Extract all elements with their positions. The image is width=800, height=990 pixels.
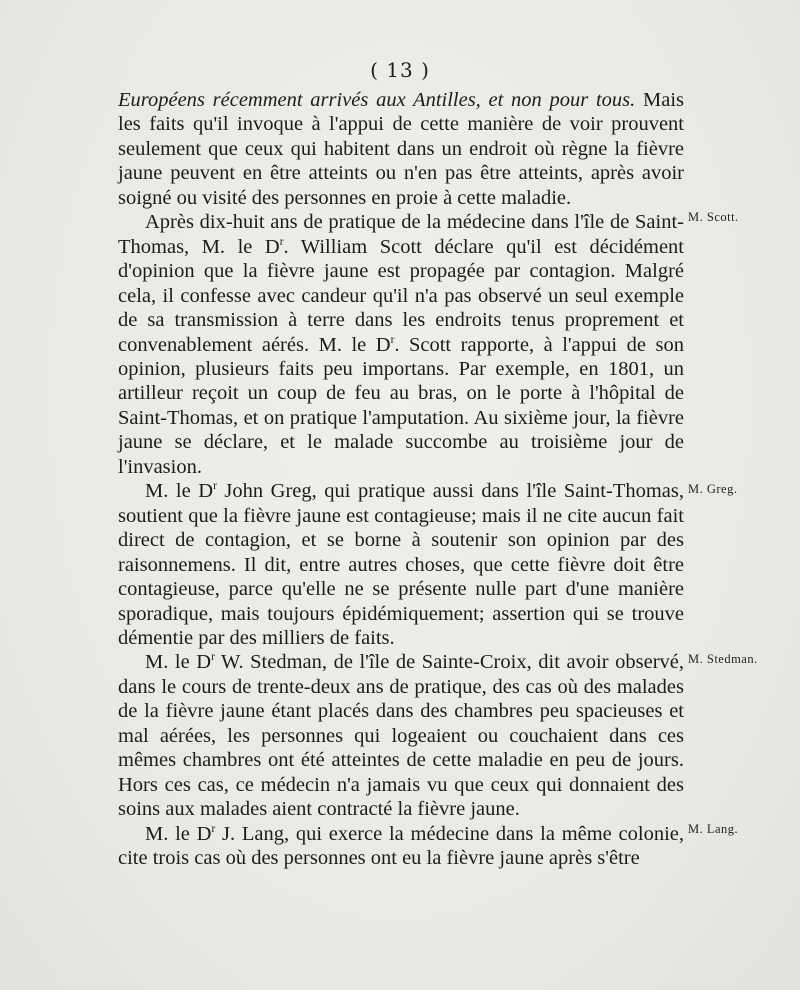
paragraph-text: M. le D — [145, 480, 214, 503]
body-text — [118, 88, 684, 871]
margin-note-greg: M. Greg. — [688, 482, 738, 496]
paragraph-text: . William Scott déclare qu'il est décidément d'opinion que la fièvre jaune est propagée par contagion. Malgré cela, il confesse avec candeur qu'il n'a pas observé un seul exemple de sa transmission à terre dans les endroits tenus proprement et convenablement aérés. M. le D — [118, 235, 685, 356]
paragraph-text: W. Stedman, de l'île de Sainte-Croix, dit avoir observé, dans le cours de trente-deux ans de pratique, des cas où des malades de la fièvre jaune étant placés dans des chambres peu spacieuses et mal aérées, les personnes qui logeaient ou couchaient dans ces mêmes chambres ont été atteintes de cette maladie en peu de jours. Hors ces cas, ce médecin n'a jamais vu que ceux qui donnaient des soins aux malades aient contracté la fièvre jaune. — [118, 651, 684, 821]
paragraph-stedman — [118, 650, 684, 821]
paragraph-text: J. Lang, qui exerce la médecine dans la même colonie, cite trois cas où des personnes ont eu la fièvre jaune après s'être — [118, 822, 684, 870]
margin-note-scott: M. Scott. — [688, 210, 739, 224]
paragraph-text: John Greg, qui pratique aussi dans l'île Saint-Thomas, soutient que la fièvre jaune est contagieuse; mais il ne cite aucun fait direct de contagion, et se borne à soutenir son opinion par des raisonnemens. Il dit, entre autres choses, que cette fièvre doit être contagieuse, parce qu'elle ne se présente nulle part d'une manière sporadique, mais toujours épidémiquement; assertion qui se trouve démentie par des milliers de faits. — [118, 480, 685, 649]
italic-lead: Européens récemment arrivés aux Antilles, et non pour tous. — [118, 89, 636, 111]
superscript: r — [390, 333, 395, 346]
page-number: ( 13 ) — [370, 58, 430, 82]
paragraph-scott — [118, 210, 684, 479]
margin-note-lang: M. Lang. — [688, 822, 739, 836]
paragraph-text: Après dix-huit ans de pratique de la médecine dans l'île de Saint-Thomas, M. le D — [118, 211, 684, 258]
paragraph-greg — [118, 479, 684, 650]
superscript: r — [213, 480, 217, 493]
margin-note-stedman: M. Stedman. — [688, 652, 758, 666]
paragraph-text: Mais les faits qu'il invoque à l'appui de cette manière de voir prouvent seulement que ceux qui habitent dans un endroit où règne la fièvre jaune peuvent en être atteints ou n'en pas être atteints, après avoir soigné ou visité des personnes en proie à cette maladie. — [118, 89, 685, 209]
superscript: r — [211, 651, 215, 664]
paragraph-text: . Scott rapporte, à l'appui de son opinion, plusieurs faits peu importans. Par exemple, en 1801, un artilleur reçoit un coup de feu au bras, on le porte à l'hôpital de Saint-Thomas, et on pratique l'amputation. Au sixième jour, la fièvre jaune se déclare, et le malade succombe au troisième jour de l'invasion. — [118, 333, 684, 478]
superscript: r — [279, 235, 284, 248]
paragraph-1 — [118, 88, 684, 210]
paragraph-text: M. le D — [145, 651, 212, 674]
paragraph-lang — [118, 822, 684, 871]
paragraph-text: M. le D — [145, 822, 212, 845]
superscript: r — [211, 822, 216, 835]
